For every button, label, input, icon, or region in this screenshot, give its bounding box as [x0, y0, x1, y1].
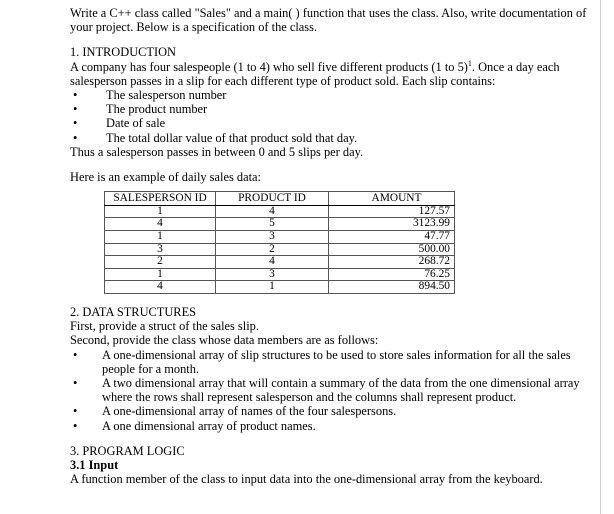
list-item: [70, 102, 600, 116]
section-2-line-2: Second, provide the class whose data members are as follows:: [70, 333, 379, 348]
footnote-marker: 1: [467, 58, 472, 68]
list-item: [70, 376, 600, 404]
table-row: [105, 205, 455, 218]
table-row: [105, 231, 455, 244]
section-2-heading: 2. DATA STRUCTURES: [70, 304, 197, 319]
cell-salesperson: 1: [105, 268, 216, 281]
cell-amount: 894.50: [329, 281, 455, 294]
subheading-text: 3.1 Input: [70, 458, 119, 473]
list-item-text: The salesperson number: [106, 88, 227, 103]
cell-salesperson: 1: [105, 205, 216, 218]
table-row: [105, 243, 455, 256]
cell-product: 3: [216, 231, 329, 244]
cell-product: 1: [216, 281, 329, 294]
cell-salesperson: 2: [105, 256, 216, 269]
cell-amount: 127.57: [329, 205, 455, 218]
bullet-icon: •: [73, 102, 78, 117]
list-item-text: A two dimensional array that will contain a summary of the data from the one dimensional array where the rows shall represent salesperson and the columns shall represent product.: [102, 376, 580, 405]
list-item-text: The product number: [106, 102, 208, 117]
intro-paragraph: Write a C++ class called "Sales" and a main( ) function that uses the class. Also, write documentation of your project. Below is a specification of the class.: [70, 6, 587, 35]
column-header-product: PRODUCT ID: [216, 192, 329, 206]
list-item: [70, 419, 600, 433]
section-3-subheading: [70, 458, 600, 472]
table-row: [105, 256, 455, 269]
page-edge: [600, 0, 601, 514]
list-item-text: A one dimensional array of product names.: [102, 418, 316, 433]
section-1-closing: Thus a salesperson passes in between 0 and 5 slips per day.: [70, 144, 364, 159]
cell-product: 2: [216, 243, 329, 256]
section-3-heading: 3. PROGRAM LOGIC: [70, 443, 185, 458]
table-row: [105, 218, 455, 231]
bullet-icon: •: [73, 88, 78, 103]
cell-product: 5: [216, 218, 329, 231]
cell-product: 3: [216, 268, 329, 281]
section-1-heading: 1. INTRODUCTION: [70, 45, 176, 60]
document-page: [70, 6, 600, 486]
list-item-text: A one-dimensional array of names of the four salespersons.: [102, 404, 397, 419]
cell-amount: 76.25: [329, 268, 455, 281]
data-members-list: [70, 348, 600, 433]
bullet-icon: •: [73, 376, 78, 390]
column-header-amount: AMOUNT: [329, 192, 455, 206]
sales-data-table: [104, 191, 455, 294]
cell-salesperson: 4: [105, 281, 216, 294]
cell-salesperson: 4: [105, 218, 216, 231]
list-item: [70, 131, 600, 145]
bullet-icon: •: [73, 130, 78, 145]
bullet-icon: •: [73, 347, 78, 362]
slip-contents-list: [70, 88, 600, 145]
list-item: [70, 116, 600, 130]
list-item-text: The total dollar value of that product sold that day.: [106, 130, 358, 145]
table-header-row: [105, 192, 455, 206]
list-item: [70, 348, 600, 376]
cell-product: 4: [216, 205, 329, 218]
example-label: Here is an example of daily sales data:: [70, 170, 261, 185]
list-item-text: A one-dimensional array of slip structures to be used to store sales information for all the sales people for a month.: [102, 347, 571, 376]
bullet-icon: •: [73, 404, 78, 419]
table-row: [105, 281, 455, 294]
table-row: [105, 268, 455, 281]
cell-product: 4: [216, 256, 329, 269]
list-item: [70, 404, 600, 418]
bullet-icon: •: [73, 418, 78, 433]
list-item-text: Date of sale: [106, 116, 166, 131]
section-1-text-a: A company has four salespeople (1 to 4) who sell five different products (1 to 5): [70, 59, 468, 74]
list-item: [70, 88, 600, 102]
cell-amount: 47.77: [329, 231, 455, 244]
column-header-salesperson: SALESPERSON ID: [105, 192, 216, 206]
section-3-line-1: A function member of the class to input data into the one-dimensional array from the keyboard.: [70, 472, 543, 487]
cell-salesperson: 1: [105, 231, 216, 244]
section-1-paragraph: [70, 60, 600, 88]
cell-salesperson: 3: [105, 243, 216, 256]
cell-amount: 3123.99: [329, 218, 455, 231]
cell-amount: 268.72: [329, 256, 455, 269]
bullet-icon: •: [73, 116, 78, 131]
cell-amount: 500.00: [329, 243, 455, 256]
section-2-line-1: First, provide a struct of the sales slip.: [70, 319, 259, 334]
section-1-text-b: . Once a day each salesperson passes in a slip for each different type of product sold. Each slip contains:: [70, 59, 560, 88]
